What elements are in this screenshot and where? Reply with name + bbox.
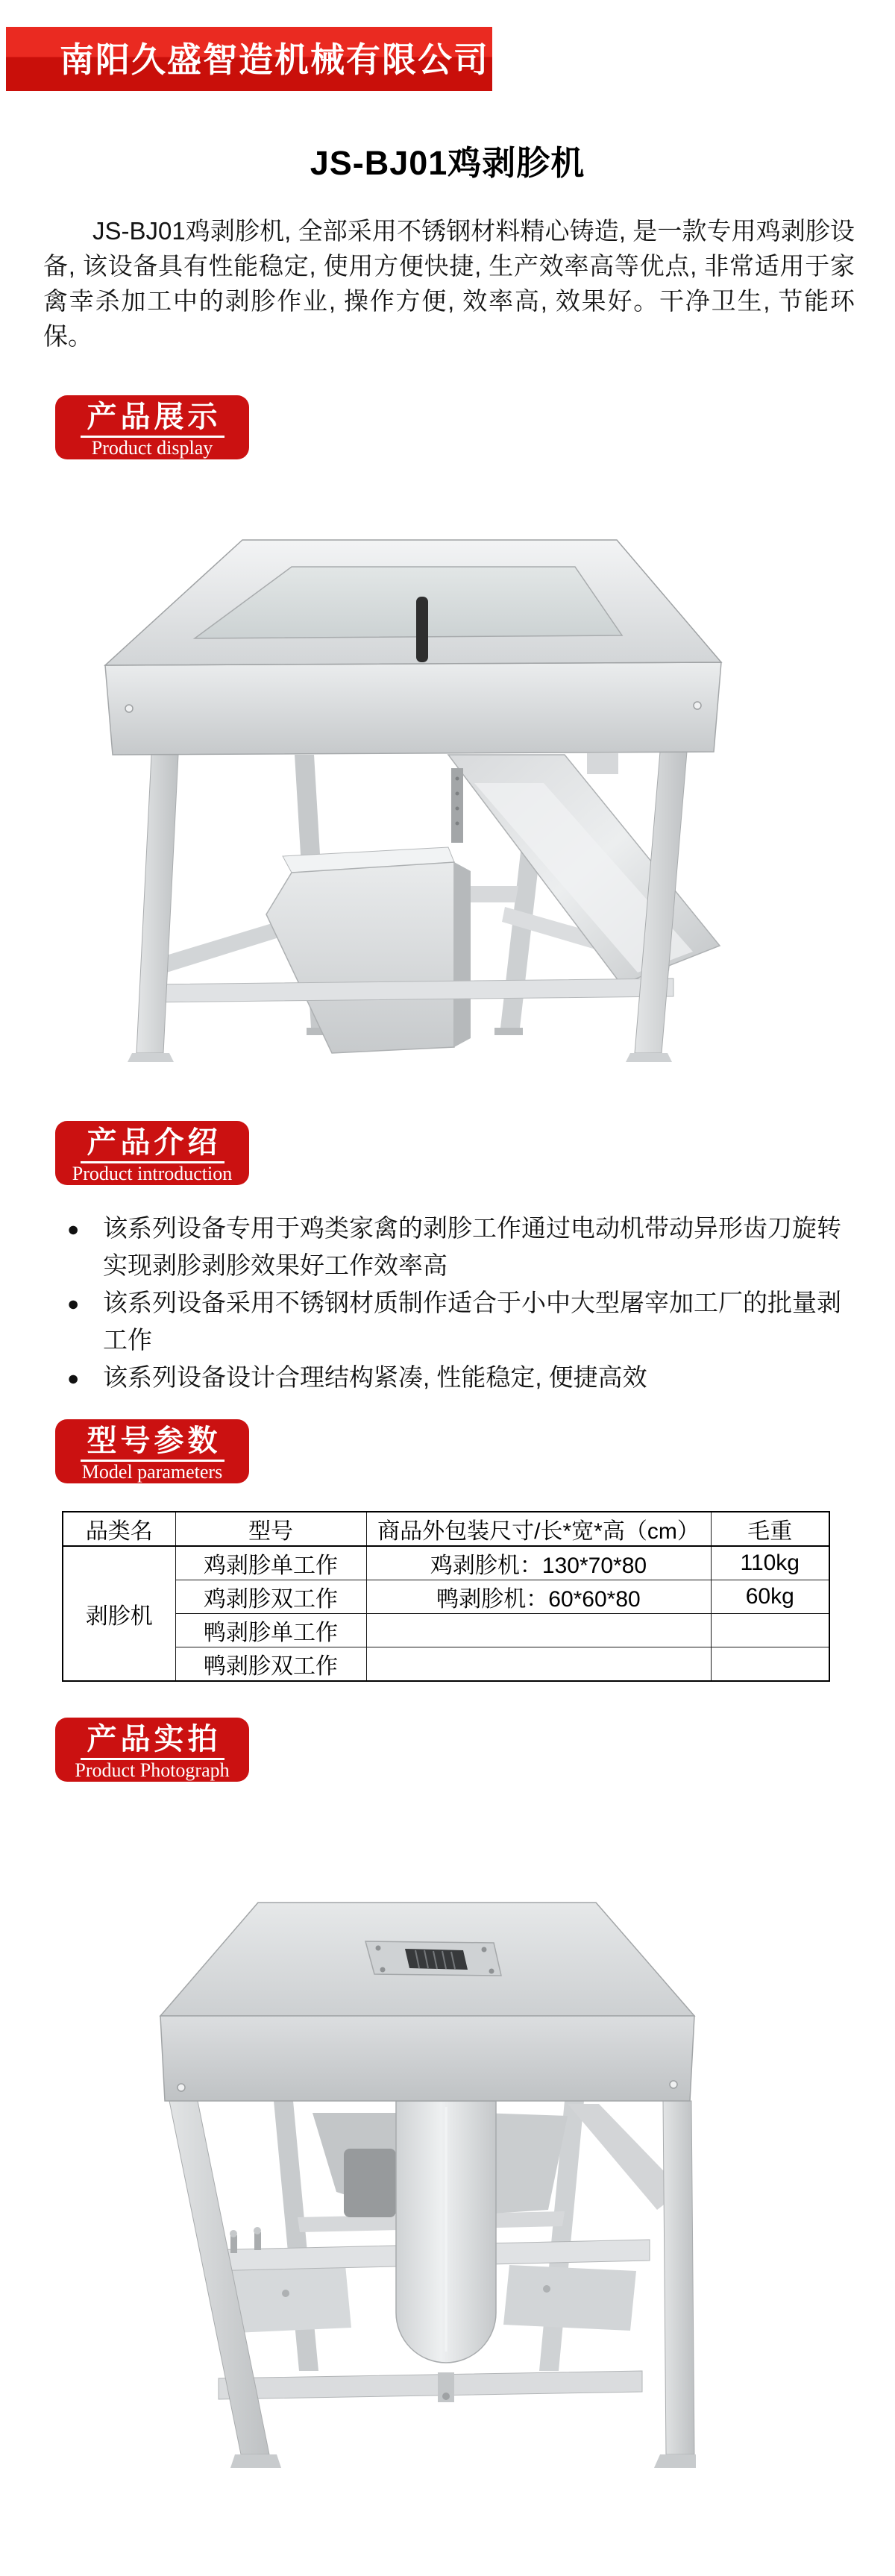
spec-cell-package-size xyxy=(366,1647,711,1682)
company-name: 南阳久盛智造机械有限公司 xyxy=(60,40,489,79)
machine2-center-chute xyxy=(396,2086,496,2402)
feature-text: 该系列设备采用不锈钢材质制作适合于小中大型屠宰加工厂的批量剥工作 xyxy=(103,1289,841,1354)
badge-label-en: Model parameters xyxy=(81,1461,223,1483)
spec-table xyxy=(62,1511,830,1682)
spec-cell-model: 鸭剥胗双工作 xyxy=(175,1647,366,1682)
spec-cell-gross-weight xyxy=(711,1614,829,1647)
spec-cell-category: 剥胗机 xyxy=(63,1546,175,1681)
spec-cell-package-size xyxy=(366,1614,711,1647)
spec-header-row xyxy=(63,1512,829,1546)
spec-cell-package-size: 鸡剥胗机：130*70*80 xyxy=(366,1546,711,1580)
product-intro: JS-BJ01鸡剥胗机, 全部采用不锈钢材料精心铸造, 是一款专用鸡剥胗设备, 该设备具有性能稳定, 使用方便快捷, 生产效率高等优点, 非常适用于家禽幸杀加工中的剥胗作业, 操作方便, 效率高, 效果好。干净卫生, 节能环保。 xyxy=(43,217,855,350)
feature-item xyxy=(66,1210,865,1284)
section-badge-model-parameters xyxy=(55,1419,249,1483)
machine2-lower-rail xyxy=(219,2371,642,2399)
spec-cell-model: 鸡剥胗双工作 xyxy=(175,1580,366,1614)
spec-cell-model: 鸭剥胗单工作 xyxy=(175,1614,366,1647)
machine-illustration-tray-view xyxy=(104,537,723,1066)
spec-header-category: 品类名 xyxy=(63,1512,175,1546)
section-badge-product-display xyxy=(55,395,249,459)
badge-label-zh: 型号参数 xyxy=(81,1426,224,1462)
badge-label-zh: 产品展示 xyxy=(81,402,224,438)
tray-blade-slot xyxy=(416,597,428,662)
machine-front-brace xyxy=(145,978,673,1002)
badge-label-zh: 产品实拍 xyxy=(81,1724,224,1760)
feature-item xyxy=(66,1359,865,1396)
spec-header-package-size: 商品外包装尺寸/长*宽*高（cm） xyxy=(366,1512,711,1546)
spec-cell-gross-weight: 60kg xyxy=(711,1580,829,1614)
table-row xyxy=(63,1546,829,1580)
table-row xyxy=(63,1614,829,1647)
product-title: JS-BJ01鸡剥胗机 xyxy=(310,144,585,182)
machine2-top-box xyxy=(160,1903,694,2101)
motor xyxy=(344,2149,396,2217)
machine-illustration-front-view xyxy=(159,1898,696,2506)
section-badge-product-photograph xyxy=(55,1718,249,1782)
table-row xyxy=(63,1647,829,1682)
bullet-icon: ● xyxy=(67,1292,80,1315)
spec-cell-gross-weight xyxy=(711,1647,829,1682)
spec-cell-model: 鸡剥胗单工作 xyxy=(175,1546,366,1580)
badge-label-zh: 产品介绍 xyxy=(81,1128,224,1163)
product-photo-display xyxy=(104,537,723,1066)
feature-item xyxy=(66,1284,865,1359)
product-photo-photograph xyxy=(159,1898,696,2506)
bullet-icon: ● xyxy=(67,1367,80,1389)
badge-label-en: Product Photograph xyxy=(75,1759,230,1781)
company-banner xyxy=(6,27,492,91)
badge-label-en: Product introduction xyxy=(72,1163,233,1184)
machine-tray-top xyxy=(105,540,721,755)
feature-text: 该系列设备专用于鸡类家禽的剥胗工作通过电动机带动异形齿刀旋转实现剥胗剥胗效果好工作效率高 xyxy=(103,1214,841,1279)
spec-cell-package-size: 鸭剥胗机：60*60*80 xyxy=(366,1580,711,1614)
spec-cell-gross-weight: 110kg xyxy=(711,1546,829,1580)
spec-header-gross-weight: 毛重 xyxy=(711,1512,829,1546)
spec-header-model: 型号 xyxy=(175,1512,366,1546)
table-row xyxy=(63,1580,829,1614)
feature-list xyxy=(66,1210,865,1396)
feature-text: 该系列设备设计合理结构紧凑, 性能稳定, 便捷高效 xyxy=(103,1363,647,1391)
machine-v-trough xyxy=(266,847,471,1053)
badge-label-en: Product display xyxy=(91,437,213,459)
section-badge-product-introduction xyxy=(55,1121,249,1185)
bullet-icon: ● xyxy=(67,1218,80,1240)
